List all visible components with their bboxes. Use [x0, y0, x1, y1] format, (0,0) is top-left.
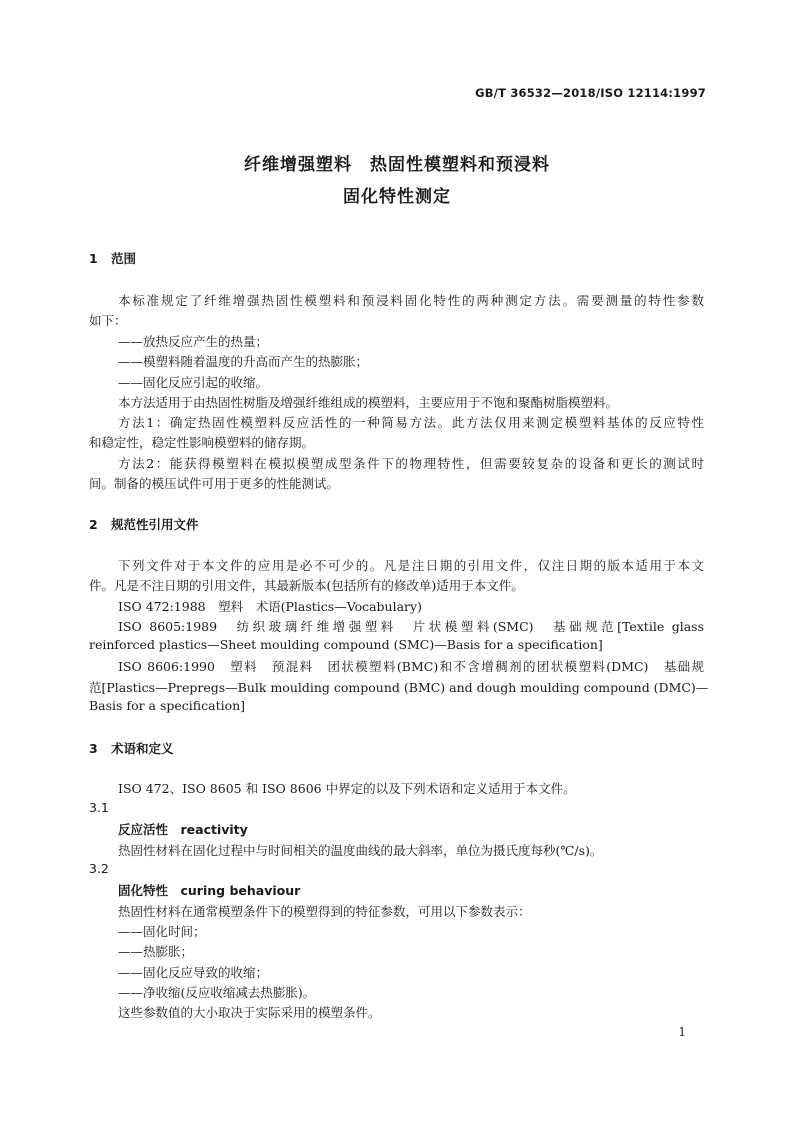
reference-item: ISO 472:1988 塑料 术语(Plastics—Vocabulary): [118, 599, 422, 614]
section-title: 规范性引用文件: [111, 517, 199, 532]
list-item: ——固化时间；: [118, 924, 206, 939]
list-item: ——净收缩(反应收缩减去热膨胀)。: [118, 985, 316, 1000]
paragraph: 件。凡是不注日期的引用文件，其最新版本(包括所有的修改单)适用于本文件。: [89, 578, 524, 593]
paragraph: 下列文件对于本文件的应用是必不可少的。凡是注日期的引用文件，仅注日期的版本适用于本文: [118, 558, 704, 573]
paragraph: 和稳定性，稳定性影响模塑料的储存期。: [89, 435, 315, 450]
section-number: 1: [89, 251, 98, 266]
paragraph: ISO 472、ISO 8605 和 ISO 8606 中界定的以及下列术语和定义适用于本文件。: [118, 781, 576, 796]
paragraph: 这些参数值的大小取决于实际采用的模塑条件。: [118, 1005, 381, 1020]
reference-item: ISO 8606:1990 塑料 预混料 团状模塑料(BMC)和不含增稠剂的团状模塑料(DMC) 基础规: [118, 659, 704, 674]
standard-code: GB/T 36532—2018/ISO 12114:1997: [475, 86, 706, 100]
list-item: ——固化反应引起的收缩。: [118, 375, 269, 390]
section-1-heading: [89, 249, 136, 267]
document-title-line2: 固化特性测定: [343, 187, 451, 207]
paragraph: 如下：: [89, 313, 127, 328]
reference-item: ISO 8605:1989 纺织玻璃纤维增强塑料 片状模塑料(SMC) 基础规范[Textile glass: [118, 619, 704, 634]
paragraph: 方法1：确定热固性模塑料反应活性的一种简易方法。此方法仅用来测定模塑料基体的反应特性: [118, 415, 704, 430]
section-title: 范围: [111, 251, 137, 266]
term-title: 固化特性 curing behaviour: [118, 883, 301, 898]
section-number: 3: [89, 741, 98, 756]
section-number: 2: [89, 517, 98, 532]
term-definition: 热固性材料在固化过程中与时间相关的温度曲线的最大斜率，单位为摄氏度每秒(℃/s)。: [118, 843, 603, 858]
list-item: ——固化反应导致的收缩；: [118, 965, 269, 980]
reference-item-cont: 范[Plastics—Prepregs—Bulk moulding compound (BMC) and dough moulding compound (DMC)—: [89, 680, 709, 695]
page-number: 1: [678, 1025, 686, 1039]
reference-item-cont: Basis for a specification]: [89, 698, 246, 713]
term-number: 3.2: [89, 861, 109, 876]
paragraph: 本标准规定了纤维增强热固性模塑料和预浸料固化特性的两种测定方法。需要测量的特性参数: [118, 293, 704, 308]
term-title: 反应活性 reactivity: [118, 822, 248, 837]
document-title-line1: 纤维增强塑料 热固性模塑料和预浸料: [244, 155, 550, 175]
list-item: ——热膨胀；: [118, 944, 194, 959]
list-item: ——放热反应产生的热量；: [118, 334, 269, 349]
paragraph: 本方法适用于由热固性树脂及增强纤维组成的模塑料，主要应用于不饱和聚酯树脂模塑料。: [118, 395, 619, 410]
section-3-heading: [89, 739, 174, 757]
reference-item-cont: reinforced plastics—Sheet moulding compound (SMC)—Basis for a specification]: [89, 637, 603, 652]
list-item: ——模塑料随着温度的升高而产生的热膨胀；: [118, 354, 369, 369]
section-title: 术语和定义: [111, 741, 174, 756]
paragraph: 间。制备的模压试件可用于更多的性能测试。: [89, 476, 340, 491]
section-2-heading: [89, 515, 199, 533]
paragraph: 方法2：能获得模塑料在模拟模塑成型条件下的物理特性，但需要较复杂的设备和更长的测试时: [118, 456, 704, 471]
term-definition: 热固性材料在通常模塑条件下的模塑得到的特征参数，可用以下参数表示：: [118, 904, 531, 919]
term-number: 3.1: [89, 800, 109, 815]
